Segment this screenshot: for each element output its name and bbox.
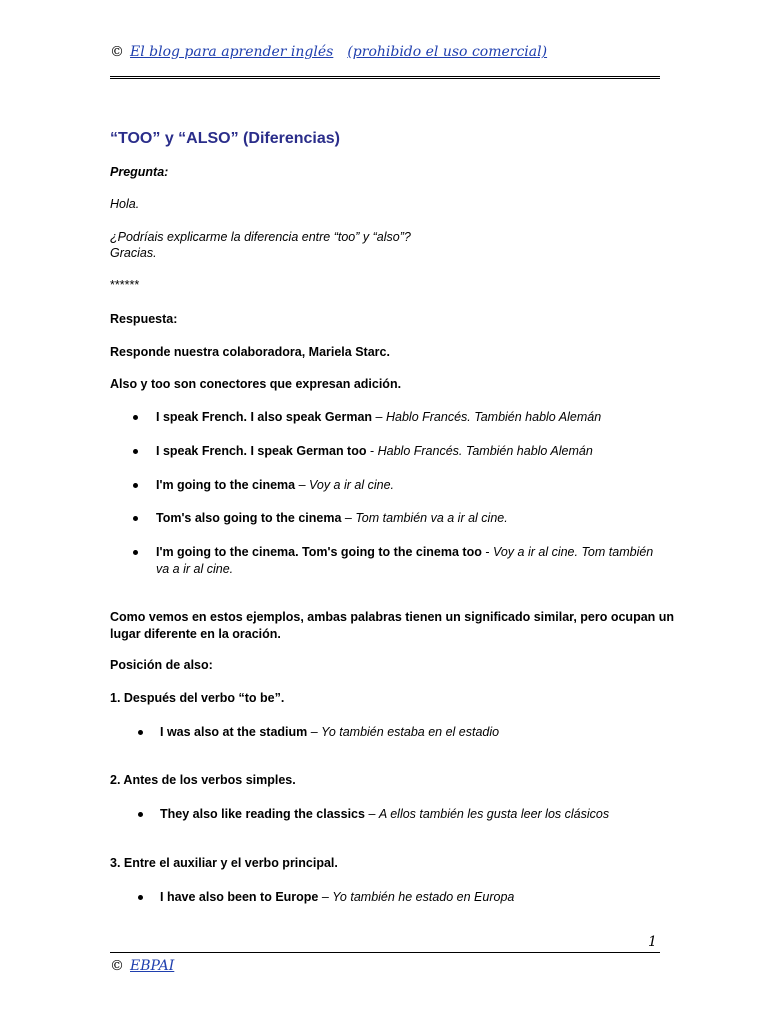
rule-heading: 3. Entre el auxiliar y el verbo principal. <box>110 856 338 870</box>
bullet-icon <box>133 516 138 521</box>
position-heading: Posición de also: <box>110 658 213 672</box>
bullet-icon <box>133 483 138 488</box>
page-number: 1 <box>648 934 657 950</box>
bullet-icon <box>133 449 138 454</box>
bullet-icon <box>133 415 138 420</box>
answer-intro: Responde nuestra colaboradora, Mariela Starc. <box>110 345 390 359</box>
blog-link[interactable]: El blog para aprender inglés <box>130 44 334 60</box>
list-item: I have also been to Europe – Yo también he estado en Europa <box>160 890 515 904</box>
rule-heading: 1. Después del verbo “to be”. <box>110 691 285 705</box>
bullet-icon <box>138 812 143 817</box>
list-item: They also like reading the classics – A ellos también les gusta leer los clásicos <box>160 807 610 821</box>
commercial-use-notice-link[interactable]: (prohibido el uso comercial) <box>347 44 548 60</box>
bullet-icon <box>133 550 138 555</box>
page-title: “TOO” y “ALSO” (Diferencias) <box>110 130 340 147</box>
footer-copyright-symbol: © <box>110 958 124 974</box>
header-rule-second <box>110 78 660 79</box>
list-item: I speak French. I also speak German – Hablo Francés. También hablo Alemán <box>156 410 602 424</box>
question-thanks: Gracias. <box>110 246 157 260</box>
list-item: I'm going to the cinema – Voy a ir al cine. <box>156 478 394 492</box>
copyright-symbol: © <box>110 44 124 60</box>
page-header <box>110 44 547 60</box>
list-item: I was also at the stadium – Yo también estaba en el estadio <box>160 725 500 739</box>
answer-statement: Also y too son conectores que expresan adición. <box>110 377 402 391</box>
rule-heading: 2. Antes de los verbos simples. <box>110 773 296 787</box>
ebpai-link[interactable]: EBPAI <box>130 958 175 974</box>
bullet-icon <box>138 730 143 735</box>
answer-label: Respuesta: <box>110 312 178 326</box>
page-footer <box>110 958 174 974</box>
comparison-line-1: Como vemos en estos ejemplos, ambas palabras tienen un significado similar, pero ocupan un <box>110 610 675 624</box>
question-text: ¿Podríais explicarme la diferencia entre “too” y “also”? <box>110 230 411 244</box>
footer-rule <box>110 952 660 953</box>
question-greeting: Hola. <box>110 197 140 211</box>
list-item: I'm going to the cinema. Tom's going to the cinema too - Voy a ir al cine. Tom también va a ir al cine. <box>156 545 654 576</box>
bullet-icon <box>138 895 143 900</box>
question-label: Pregunta: <box>110 165 169 179</box>
list-item: I speak French. I speak German too - Hablo Francés. También hablo Alemán <box>156 444 593 458</box>
comparison-line-2: lugar diferente en la oración. <box>110 627 281 641</box>
header-rule <box>110 76 660 77</box>
separator: ****** <box>110 278 140 292</box>
list-item: Tom's also going to the cinema – Tom también va a ir al cine. <box>156 511 508 525</box>
